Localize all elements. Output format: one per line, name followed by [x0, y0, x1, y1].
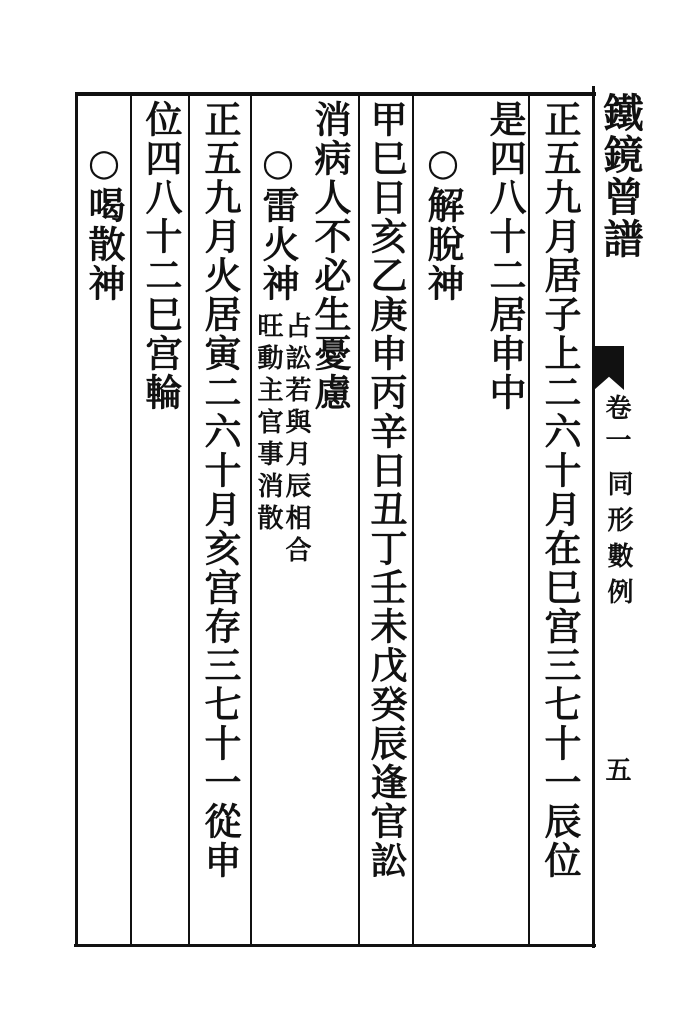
text-column-1: 正五九月居子上二六十月在巳宫三七十一辰位: [538, 100, 582, 880]
text-column-7: 正五九月火居寅二六十月亥宫存三七十一從申: [198, 100, 242, 880]
column-rule-6: [130, 96, 132, 946]
margin-title: 鐵鏡曾譜: [597, 92, 644, 260]
column-rule-2: [412, 96, 414, 946]
text-column-9: ○喝散神: [82, 140, 126, 303]
text-column-4: 甲巳日亥乙庚申丙辛日丑丁壬未戊癸辰逢官訟: [364, 100, 408, 880]
text-column-5: 消病人不必生憂慮: [308, 100, 352, 412]
text-column-6: ○雷火神: [256, 140, 300, 303]
text-column-3: ○解脫神: [421, 140, 465, 303]
right-margin-line: [592, 86, 595, 948]
column-rule-5: [188, 96, 190, 946]
text-column-2: 是四八十二居申中: [483, 100, 527, 412]
fish-tail-mark: [594, 346, 624, 390]
annotation-line-2: 旺動主官事消散: [253, 312, 283, 536]
text-column-8: 位四八十二巳宫輪: [139, 100, 183, 412]
margin-page-number: 五: [601, 756, 631, 782]
column-rule-1: [528, 96, 530, 946]
outer-left-edge: [75, 92, 78, 947]
column-rule-4: [250, 96, 252, 946]
margin-section: 同形數例: [603, 470, 633, 614]
margin-volume: 卷一: [601, 394, 631, 458]
top-border: [78, 92, 596, 96]
column-rule-3: [358, 96, 360, 946]
annotation-line-1: 占訟若與月辰相合: [281, 312, 311, 568]
bottom-border: [74, 944, 596, 947]
